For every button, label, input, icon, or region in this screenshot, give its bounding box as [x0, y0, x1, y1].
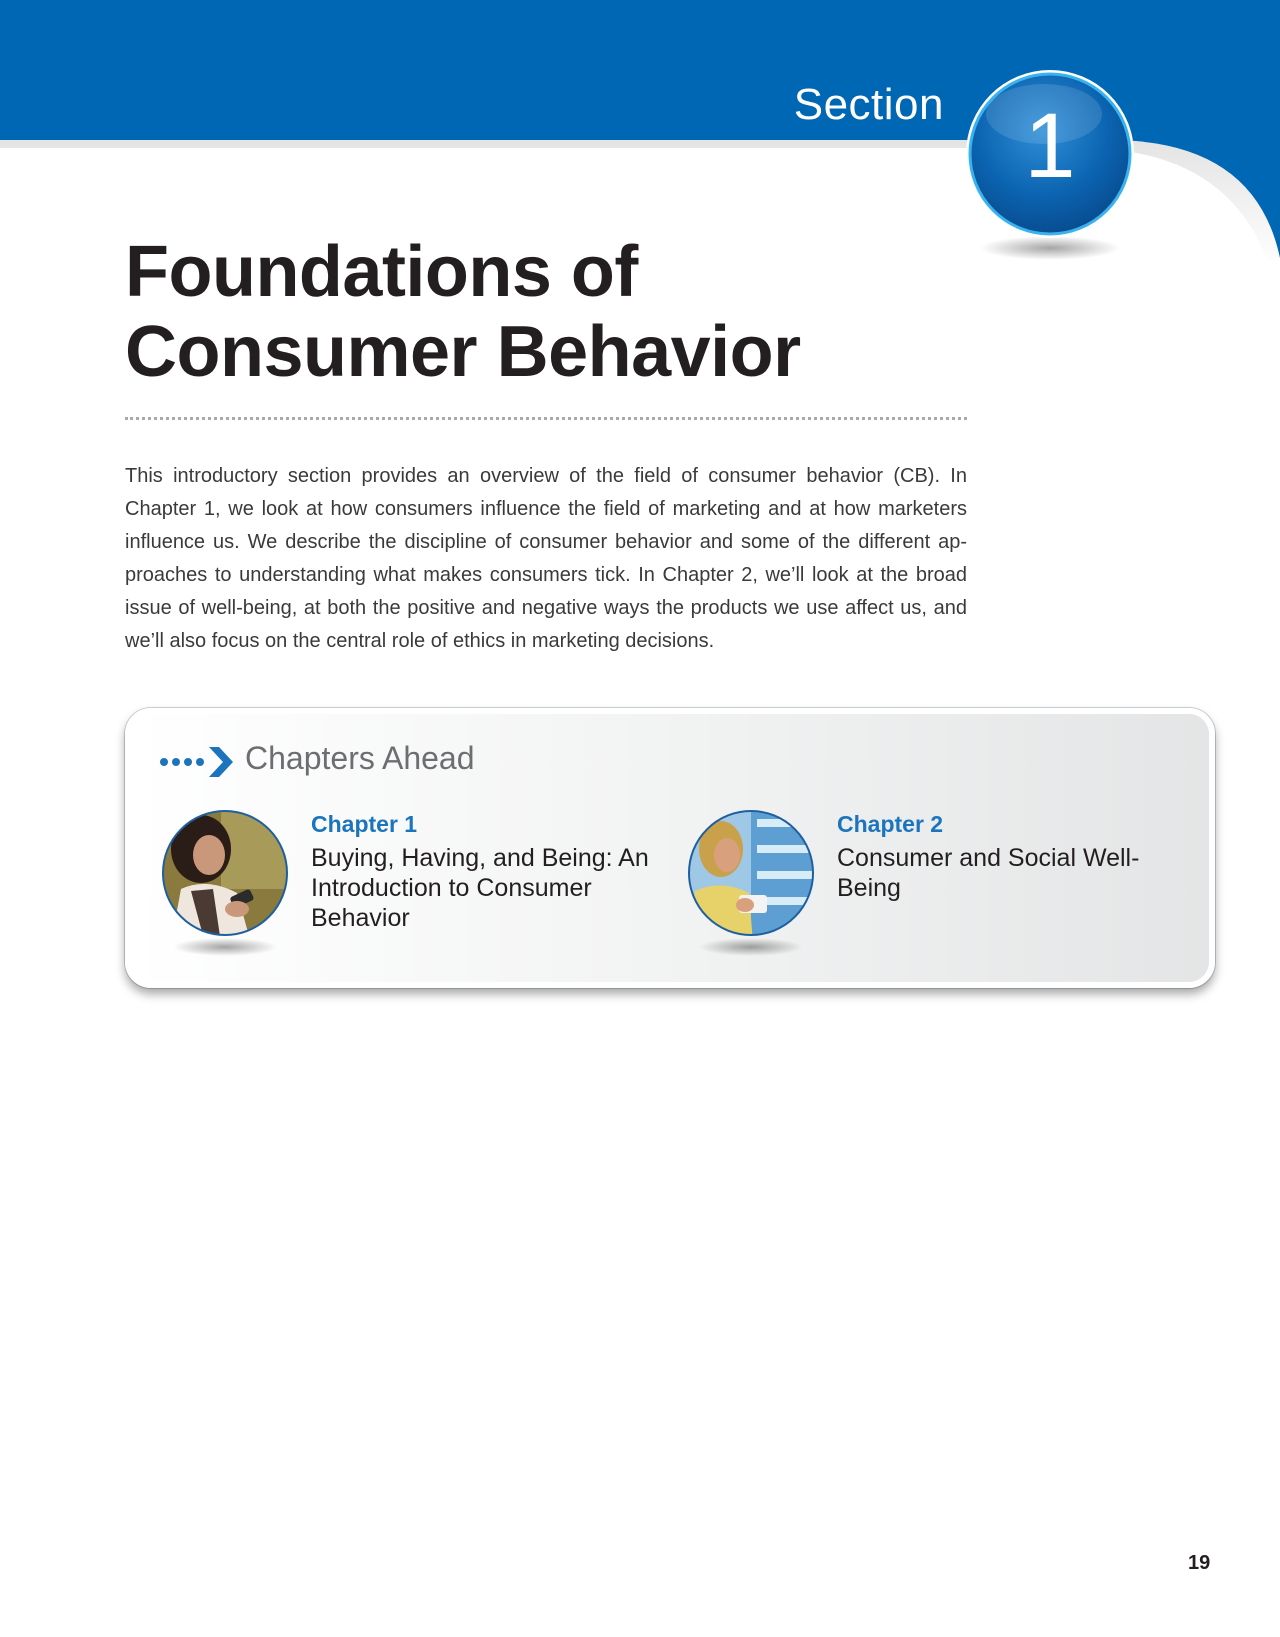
chapter-2-text	[837, 809, 1177, 903]
chapter-1-photo	[161, 809, 295, 959]
chapters-ahead-heading: Chapters Ahead	[245, 740, 475, 776]
section-label: Section	[793, 80, 944, 129]
intro-paragraph: This introductory section provides an overview of the field of consumer behavior (CB). In Chapter 1, we look at how consumers influence the field of marketing and at how marketers influence us. We describe the discipline of consumer behavior and some of the different ap-proaches to understanding what makes consumers tick. In Chapter 2, we’ll look at the broad issue of well-being, at both the positive and negative ways the products we use affect us, and we’ll also focus on the central role of ethics in marketing decisions.	[125, 465, 967, 652]
chapter-1-title: Buying, Having, and Being: An Introduction to Consumer Behavior	[311, 844, 649, 932]
dotted-divider	[125, 417, 967, 420]
page-title	[125, 232, 801, 392]
chapter-2-photo	[687, 809, 821, 959]
chapter-1-text	[311, 809, 651, 933]
chapter-1-number: Chapter 1	[311, 811, 418, 837]
chapters-ahead-card	[125, 708, 1215, 988]
page-number: 19	[1188, 1552, 1211, 1574]
section-number: 1	[1024, 95, 1076, 197]
chapter-2-title: Consumer and Social Well-Being	[837, 844, 1140, 902]
title-line-1: Foundations of	[125, 232, 638, 312]
dotted-arrow-icon	[159, 744, 239, 780]
chapter-2-number: Chapter 2	[837, 811, 944, 837]
title-line-2: Consumer Behavior	[125, 312, 801, 392]
